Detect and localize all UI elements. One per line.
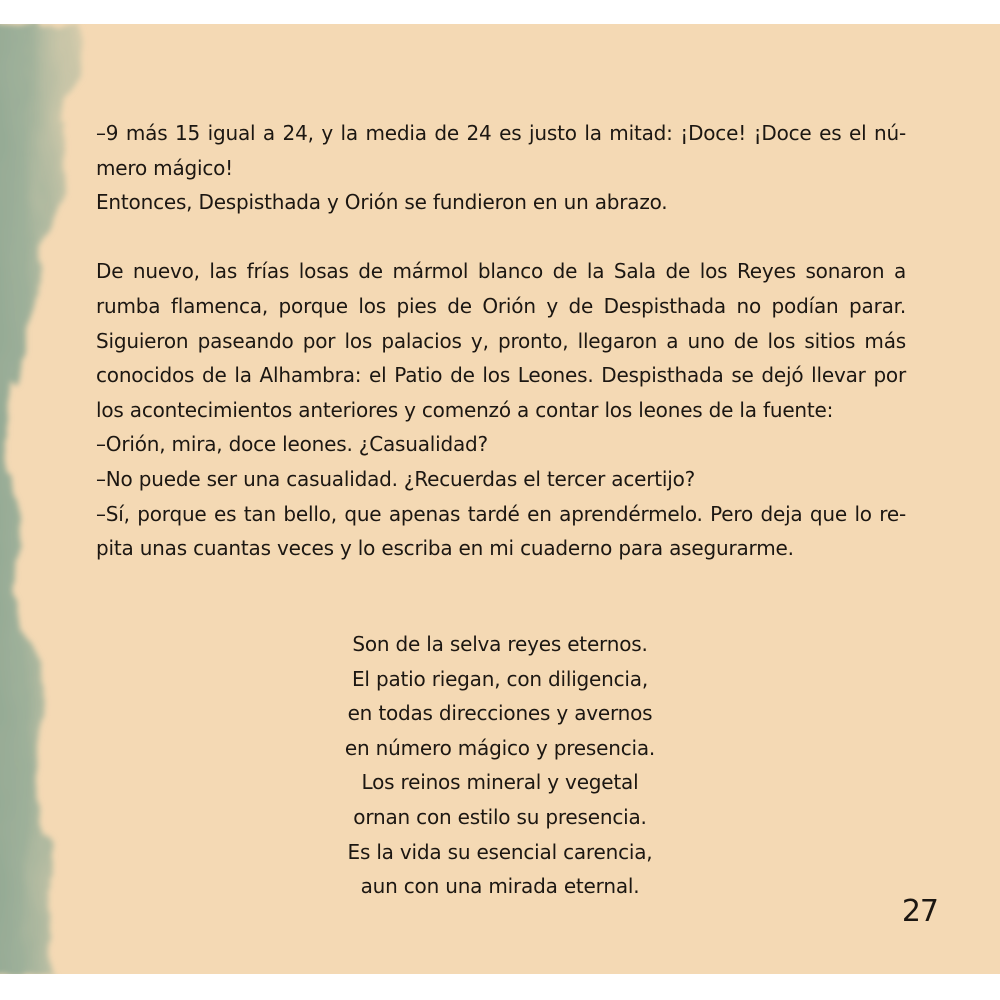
prose-line: rumba flamenca, porque los pies de Orión y de Despisthada no podían parar. xyxy=(96,293,906,318)
poem-verse: Son de la selva reyes eternos. xyxy=(352,632,648,656)
poem-verse: en todas direcciones y avernos xyxy=(347,701,653,726)
prose-line: los acontecimientos anteriores y comenzó a contar los leones de la fuente: xyxy=(96,397,834,422)
prose-line: Entonces, Despisthada y Orión se fundieron en un abrazo. xyxy=(96,190,668,215)
paragraph-gap xyxy=(96,220,906,255)
poem-verse: Es la vida su esencial carencia, xyxy=(347,839,653,864)
paragraph-1 xyxy=(96,116,906,220)
dialogue-line: pita unas cuantas veces y lo escriba en mi cuaderno para asegurarme. xyxy=(96,536,794,561)
body-text xyxy=(96,116,906,566)
poem-verse: Los reinos mineral y vegetal xyxy=(361,770,639,795)
dialogue-line: –No puede ser una casualidad. ¿Recuerdas el tercer acertijo? xyxy=(96,466,696,491)
riddle-poem xyxy=(250,627,750,904)
prose-line: mero mágico! xyxy=(96,155,234,180)
page-number: 27 xyxy=(901,894,938,929)
paragraph-2 xyxy=(96,254,906,565)
poem-verse: en número mágico y presencia. xyxy=(344,735,656,760)
book-page xyxy=(0,24,1000,974)
poem-verse: ornan con estilo su presencia. xyxy=(353,804,647,829)
dialogue-line: –Orión, mira, doce leones. ¿Casualidad? xyxy=(96,432,488,457)
prose-line: –9 más 15 igual a 24, y la media de 24 es justo la mitad: ¡Doce! ¡Doce es el nú- xyxy=(96,121,906,145)
poem-verse: El patio riegan, con diligencia, xyxy=(352,666,648,691)
poem-verse: aun con una mirada eternal. xyxy=(360,874,640,899)
prose-line: Siguieron paseando por los palacios y, pronto, llegaron a uno de los sitios más xyxy=(96,328,906,353)
prose-line: De nuevo, las frías losas de mármol blanco de la Sala de los Reyes sonaron a xyxy=(96,259,906,284)
prose-line: conocidos de la Alhambra: el Patio de los Leones. Despisthada se dejó llevar por xyxy=(96,363,906,388)
dialogue-line: –Sí, porque es tan bello, que apenas tardé en aprendérmelo. Pero deja que lo re- xyxy=(96,501,906,526)
